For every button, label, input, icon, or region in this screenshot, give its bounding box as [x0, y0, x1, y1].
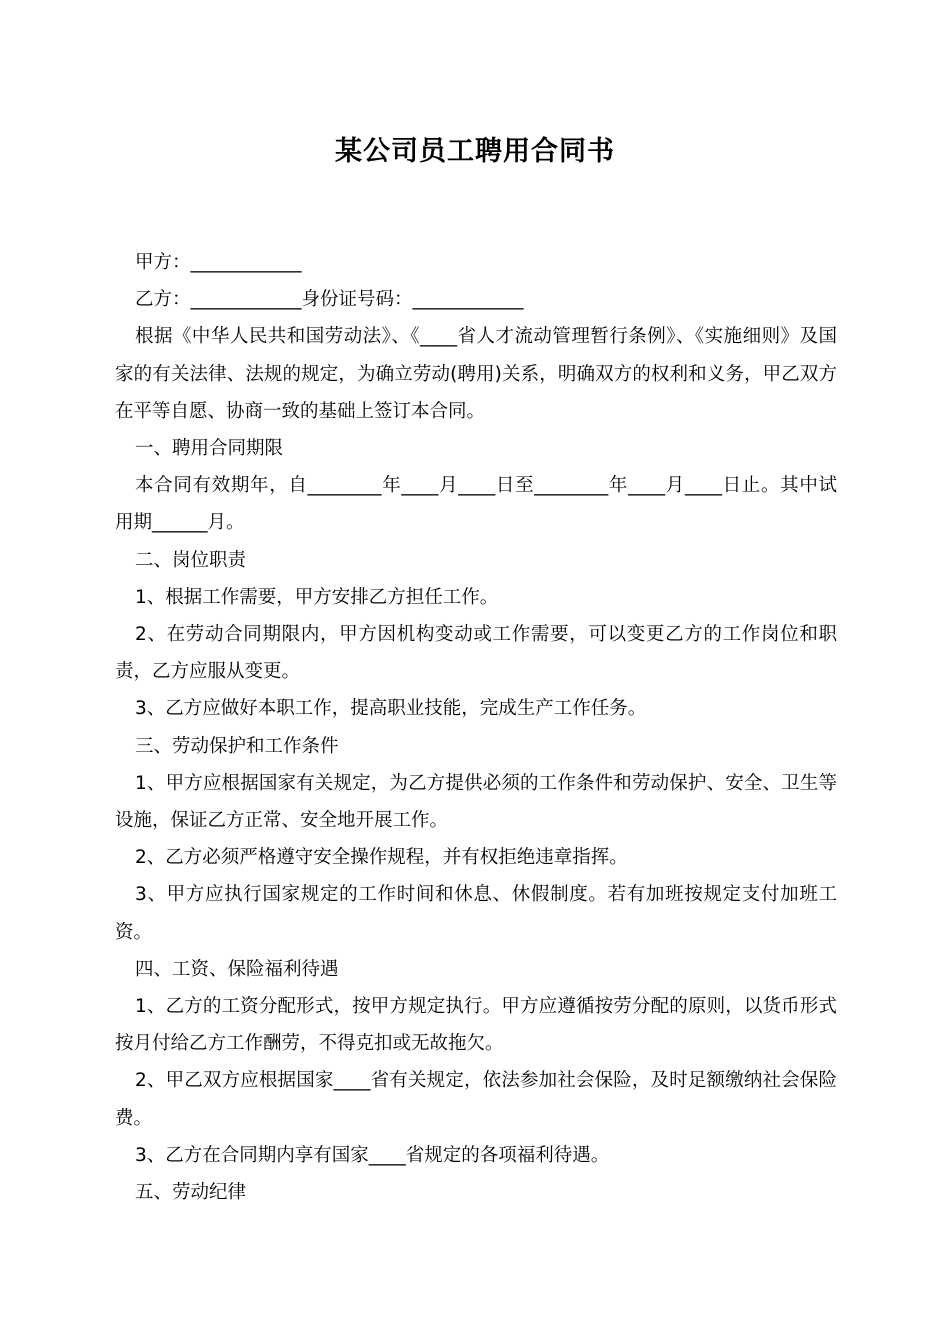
term-paragraph: 本合同有效期年，自________年____月____日至________年____月____日止。其中试用期______月。 — [115, 475, 837, 534]
section-heading-term: 一、聘用合同期限 — [135, 438, 284, 460]
wages-item-2: 2、甲乙双方应根据国家____省有关规定，依法参加社会保险，及时足额缴纳社会保险费。 — [115, 1070, 837, 1129]
party-b-line: 乙方：____________身份证号码：____________ — [135, 289, 524, 311]
protection-item-1: 1、甲方应根据国家有关规定，为乙方提供必须的工作条件和劳动保护、安全、卫生等设施，保证乙方正常、安全地开展工作。 — [115, 772, 837, 832]
section-heading-duties: 二、岗位职责 — [135, 549, 247, 571]
document-body — [115, 244, 837, 1211]
section-heading-wages: 四、工资、保险福利待遇 — [135, 958, 339, 980]
party-a-line: 甲方：____________ — [135, 252, 302, 273]
duties-item-3: 3、乙方应做好本职工作，提高职业技能，完成生产工作任务。 — [135, 698, 647, 720]
duties-item-2: 2、在劳动合同期限内，甲方因机构变动或工作需要，可以变更乙方的工作岗位和职责，乙方应服从变更。 — [115, 624, 837, 683]
protection-item-2: 2、乙方必须严格遵守安全操作规程，并有权拒绝违章指挥。 — [135, 847, 628, 869]
preamble-paragraph: 根据《中华人民共和国劳动法》、《____省人才流动管理暂行条例》、《实施细则》及国家的有关法律、法规的规定，为确立劳动(聘用)关系，明确双方的权利和义务，甲乙双方在平等自愿、协商一致的基础上签订本合同。 — [115, 326, 837, 422]
duties-item-1: 1、根据工作需要，甲方安排乙方担任工作。 — [135, 586, 499, 608]
section-heading-discipline: 五、劳动纪律 — [135, 1182, 247, 1204]
document-title: 某公司员工聘用合同书 — [335, 136, 615, 167]
wages-item-1: 1、乙方的工资分配形式，按甲方规定执行。甲方应遵循按劳分配的原则，以货币形式按月付给乙方工作酬劳，不得克扣或无故拖欠。 — [115, 996, 837, 1055]
protection-item-3: 3、甲方应执行国家规定的工作时间和休息、休假制度。若有加班按规定支付加班工资。 — [115, 884, 837, 943]
section-heading-protection: 三、劳动保护和工作条件 — [135, 735, 339, 757]
wages-item-3: 3、乙方在合同期内享有国家____省规定的各项福利待遇。 — [135, 1144, 610, 1166]
